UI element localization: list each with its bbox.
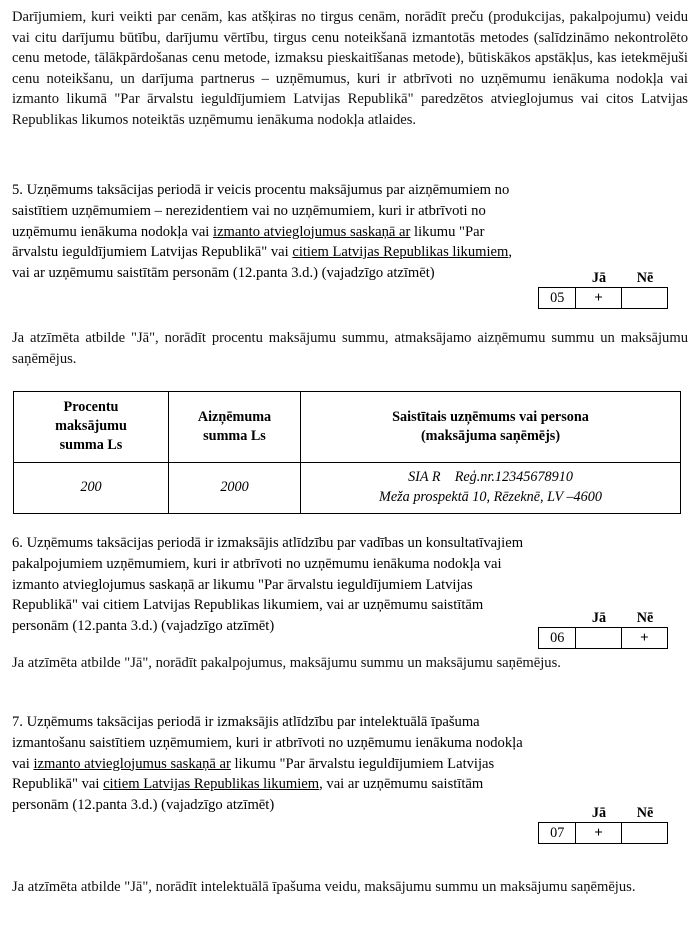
question-7-segment: , vai ar uzņēmumu saistītām personām (12.panta 3.d.) (vajadzīgo atzīmēt)	[12, 776, 484, 814]
header-recipient	[301, 392, 681, 463]
header-line: summa Ls	[59, 437, 123, 453]
answer-7-header	[538, 803, 668, 821]
answer-7-no-checkbox[interactable]	[622, 823, 667, 843]
question-5-segment: izmanto atvieglojumus saskaņā ar	[213, 223, 411, 240]
cell-loan-amount: 2000	[169, 463, 301, 514]
question-6-text	[12, 533, 532, 637]
answer-6-grid	[538, 627, 668, 649]
answer-6-no-mark: +	[640, 630, 649, 646]
question-5-segment: citiem Latvijas Republikas likumiem	[292, 244, 509, 261]
recipient-line: SIA R Reģ.nr.12345678910	[408, 469, 573, 485]
question-7-segment: izmanto atvieglojumus saskaņā ar	[33, 755, 231, 772]
header-line: (maksājuma saņēmējs)	[420, 427, 561, 444]
answer-6-yes-checkbox[interactable]	[576, 628, 621, 648]
question-5-segment: likumu "Par ārvalstu ieguldījumiem Latvijas Republikā" vai	[12, 223, 485, 261]
header-loan-amount	[169, 392, 301, 463]
cell-recipient	[301, 463, 681, 514]
answer-7-grid	[538, 822, 668, 844]
answer-7-yes-mark: +	[594, 825, 603, 841]
answer-5-group[interactable]	[538, 268, 668, 309]
answer-6-no-checkbox[interactable]	[622, 628, 667, 648]
question-5-segment: , vai ar uzņēmumu saistītām personām (12.panta 3.d.) (vajadzīgo atzīmēt)	[12, 244, 513, 282]
answer-6-yes-label: Jā	[591, 610, 607, 626]
question-7-segment: 7. Uzņēmums taksācijas periodā ir izmaksājis atlīdzību par intelektuālā īpašuma izmantošanu saistītiem uzņēmumiem, kuri ir atbrīvoti no uzņēmumu ienākuma nodokļa vai	[12, 714, 523, 772]
note-6: Ja atzīmēta atbilde "Jā", norādīt pakalpojumus, maksājumu summu un maksājumu saņēmējus.	[12, 655, 561, 671]
header-line: Aizņēmuma	[197, 408, 272, 425]
header-line: Saistītais uzņēmums vai persona	[392, 408, 589, 425]
answer-5-no-label: Nē	[636, 270, 654, 286]
answer-5-yes-checkbox[interactable]	[576, 288, 621, 308]
answer-7-code: 07	[539, 823, 576, 843]
note-5: Ja atzīmēta atbilde "Jā", norādīt procentu maksājumu summu, atmaksājamo aizņēmumu summu un maksājumu saņēmējus.	[12, 330, 688, 367]
answer-7-group[interactable]	[538, 803, 668, 844]
question-6-segment: 6. Uzņēmums taksācijas periodā ir izmaksājis atlīdzību par vadības un konsultatīvajiem pakalpojumiem uzņēmumiem, kuri ir atbrīvoti no uzņēmumu ienākuma nodokļa vai izmanto atvieglojumus saskaņā ar likumu "Par ārvalstu ieguldījumiem Latvijas Republikā" vai citiem Latvijas Republikas likumiem, vai ar uzņēmumu saistītām personām (12.panta 3.d.) (vajadzīgo atzīmēt)	[12, 535, 524, 635]
answer-6-no-label: Nē	[636, 610, 654, 626]
answer-6-header	[538, 608, 668, 626]
answer-7-yes-label: Jā	[591, 805, 607, 821]
question-7-segment: citiem Latvijas Republikas likumiem	[103, 776, 320, 793]
answer-5-code: 05	[539, 288, 576, 308]
table-header-row	[14, 392, 681, 463]
answer-6-group[interactable]	[538, 608, 668, 649]
question-5-text	[12, 180, 532, 284]
intro-paragraph: Darījumiem, kuri veikti par cenām, kas atšķiras no tirgus cenām, norādīt preču (produkcijas, pakalpojumu) veidu vai citu darījumu būtību, darījumu vērtību, tirgus cenu noteikšanā izmantotās metodes (salīdzināmo nekontrolēto cenu metode, tālākpārdošanas cenu metode, izmaksu pieskaitīšanas metode), būtiskākos apstākļus, kas ietekmējuši cenu noteikšanu, un darījuma partnerus – uzņēmumus, kuri ir atbrīvoti no uzņēmumu ienākuma nodokļa vai izmanto likumā "Par ārvalstu ieguldījumiem Latvijas Republikā" paredzētos atvieglojumus vai citos Latvijas Republikas likumos noteiktās uzņēmumu ienākuma nodokļa atlaides.	[12, 9, 688, 128]
header-interest-amount	[14, 392, 169, 463]
recipient-line: Meža prospektā 10, Rēzeknē, LV –4600	[379, 488, 602, 505]
header-line: summa Ls	[203, 427, 266, 444]
answer-5-header	[538, 268, 668, 286]
cell-interest-amount: 200	[14, 463, 169, 514]
table-body	[14, 463, 681, 514]
answer-6-code: 06	[539, 628, 576, 648]
answer-5-grid	[538, 287, 668, 309]
answer-5-no-checkbox[interactable]	[622, 288, 667, 308]
answer-5-yes-label: Jā	[591, 270, 607, 286]
payments-table	[13, 391, 681, 514]
question-7-segment: likumu "Par ārvalstu ieguldījumiem Latvijas Republikā" vai	[12, 755, 495, 793]
question-7-text	[12, 712, 532, 816]
header-line: maksājumu	[55, 418, 127, 434]
answer-7-no-label: Nē	[636, 805, 654, 821]
header-line: Procentu	[63, 399, 119, 415]
note-7: Ja atzīmēta atbilde "Jā", norādīt intelektuālā īpašuma veidu, maksājumu summu un maksājumu saņēmējus.	[12, 879, 636, 895]
question-5-segment: 5. Uzņēmums taksācijas periodā ir veicis procentu maksājumus par aizņēmumiem no saistītiem uzņēmumiem – nerezidentiem vai no uzņēmumiem, kuri ir atbrīvoti no uzņēmumu ienākuma nodokļa vai	[12, 182, 510, 240]
answer-5-yes-mark: +	[594, 290, 603, 306]
answer-7-yes-checkbox[interactable]	[576, 823, 621, 843]
table-row	[14, 463, 681, 514]
